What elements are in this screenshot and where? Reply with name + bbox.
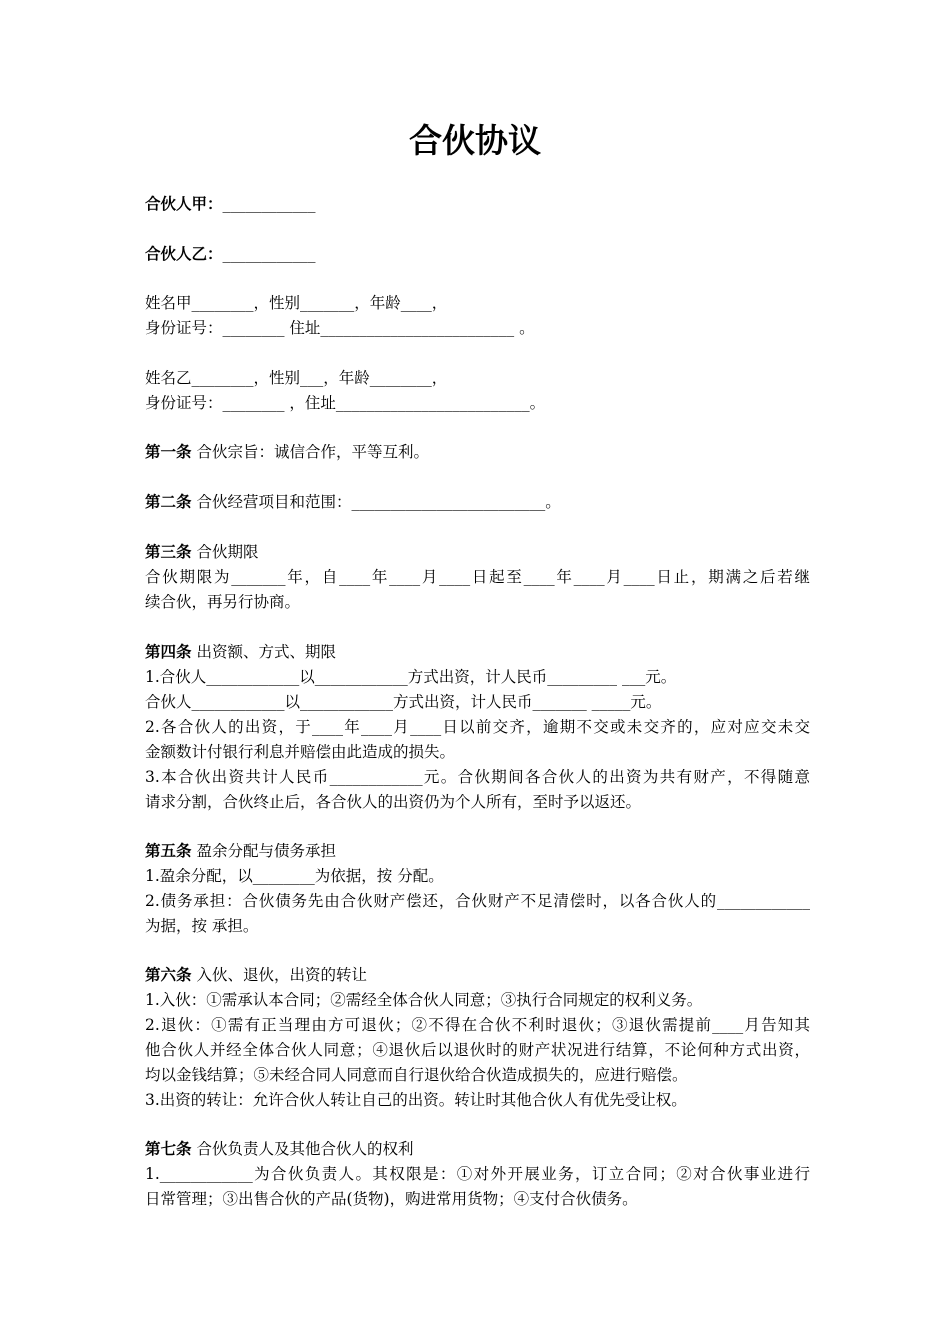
text-line xyxy=(145,565,810,589)
text-line xyxy=(145,391,810,415)
clause-heading: 第四条 xyxy=(145,642,192,661)
line-text: 身份证号：________ ，住址_________________________。 xyxy=(145,394,546,412)
line-text: ____________ xyxy=(222,245,316,263)
text-line xyxy=(145,1038,810,1062)
line-text: 合伙负责人及其他合伙人的权利 xyxy=(191,1140,414,1158)
text-line xyxy=(145,1088,810,1112)
text-line xyxy=(145,590,810,614)
text-line xyxy=(145,1187,810,1211)
text-line xyxy=(145,316,810,340)
text-line xyxy=(145,291,810,315)
text-line xyxy=(145,366,810,390)
text-line xyxy=(145,963,810,987)
text-line xyxy=(145,765,810,789)
line-text: 1.入伙：①需承认本合同；②需经全体合伙人同意；③执行合同规定的权利义务。 xyxy=(145,991,703,1009)
text-line xyxy=(145,889,810,913)
line-text: 1.合伙人____________以____________方式出资，计人民币_________ ___元。 xyxy=(145,668,677,686)
document-title: 合伙协议 xyxy=(409,121,541,160)
text-line xyxy=(145,192,810,216)
line-text: 合伙期限为_______年，自____年____月____日起至____年____月____日止，期满之后若继 xyxy=(145,568,810,586)
line-text: 请求分割，合伙终止后，各合伙人的出资仍为个人所有，至时予以返还。 xyxy=(145,793,642,811)
line-text: 日常管理；③出售合伙的产品(货物)，购进常用货物；④支付合伙债务。 xyxy=(145,1190,638,1208)
line-text: 姓名乙________，性别___，年龄________， xyxy=(145,369,448,387)
text-line xyxy=(145,1137,810,1161)
text-line xyxy=(145,440,810,464)
text-line xyxy=(145,988,810,1012)
line-text: 续合伙，再另行协商。 xyxy=(145,593,301,611)
line-text: 金额数计付银行利息并赔偿由此造成的损失。 xyxy=(145,743,456,761)
line-text: 合伙经营项目和范围：_________________________。 xyxy=(191,493,561,511)
line-text: 身份证号：________ 住址_________________________ 。 xyxy=(145,319,535,337)
line-text: 2.各合伙人的出资，于____年____月____日以前交齐，逾期不交或未交齐的，应对应交未交 xyxy=(145,718,810,736)
clause-heading: 第二条 xyxy=(145,492,192,511)
text-line xyxy=(145,690,810,714)
clause-heading: 合伙人乙： xyxy=(145,244,223,263)
text-line xyxy=(145,540,810,564)
text-line xyxy=(145,242,810,266)
line-text: 2.退伙：①需有正当理由方可退伙；②不得在合伙不利时退伙；③退伙需提前____月告知其 xyxy=(145,1016,810,1034)
line-text: 3.本合伙出资共计人民币____________元。合伙期间各合伙人的出资为共有财产，不得随意 xyxy=(145,768,810,786)
text-line xyxy=(145,839,810,863)
line-text: ____________ xyxy=(222,195,316,213)
text-line xyxy=(145,640,810,664)
line-text: 他合伙人并经全体合伙人同意；④退伙后以退伙时的财产状况进行结算，不论何种方式出资， xyxy=(145,1041,810,1059)
clause-heading: 第一条 xyxy=(145,442,192,461)
text-line xyxy=(145,740,810,764)
line-text: 出资额、方式、期限 xyxy=(191,643,336,661)
line-text: 合伙人____________以____________方式出资，计人民币_______ _____元。 xyxy=(145,693,662,711)
clause-heading: 合伙人甲： xyxy=(145,194,223,213)
clause-heading: 第六条 xyxy=(145,965,192,984)
text-line xyxy=(145,1063,810,1087)
text-line xyxy=(145,1162,810,1186)
text-line xyxy=(145,665,810,689)
clause-heading: 第三条 xyxy=(145,542,192,561)
line-text: 均以金钱结算；⑤未经合同人同意而自行退伙给合伙造成损失的，应进行赔偿。 xyxy=(145,1066,688,1084)
line-text: 3.出资的转让：允许合伙人转让自己的出资。转让时其他合伙人有优先受让权。 xyxy=(145,1091,687,1109)
text-line xyxy=(145,790,810,814)
line-text: 合伙宗旨：诚信合作，平等互利。 xyxy=(191,443,429,461)
line-text: 合伙期限 xyxy=(191,543,259,561)
line-text: 1.盈余分配，以________为依据，按 分配。 xyxy=(145,867,444,885)
line-text: 姓名甲________，性别_______，年龄____， xyxy=(145,294,448,312)
text-line xyxy=(145,864,810,888)
text-line xyxy=(145,715,810,739)
line-text: 为据，按 承担。 xyxy=(145,917,259,935)
text-line xyxy=(145,490,810,514)
text-line xyxy=(145,914,810,938)
line-text: 盈余分配与债务承担 xyxy=(191,842,336,860)
line-text: 2.债务承担：合伙债务先由合伙财产偿还，合伙财产不足清偿时，以各合伙人的____________ xyxy=(145,892,810,910)
line-text: 1.____________为合伙负责人。其权限是：①对外开展业务，订立合同；②对合伙事业进行 xyxy=(145,1165,810,1183)
line-text: 入伙、退伙，出资的转让 xyxy=(191,966,367,984)
text-line xyxy=(145,1013,810,1037)
clause-heading: 第七条 xyxy=(145,1139,192,1158)
clause-heading: 第五条 xyxy=(145,841,192,860)
